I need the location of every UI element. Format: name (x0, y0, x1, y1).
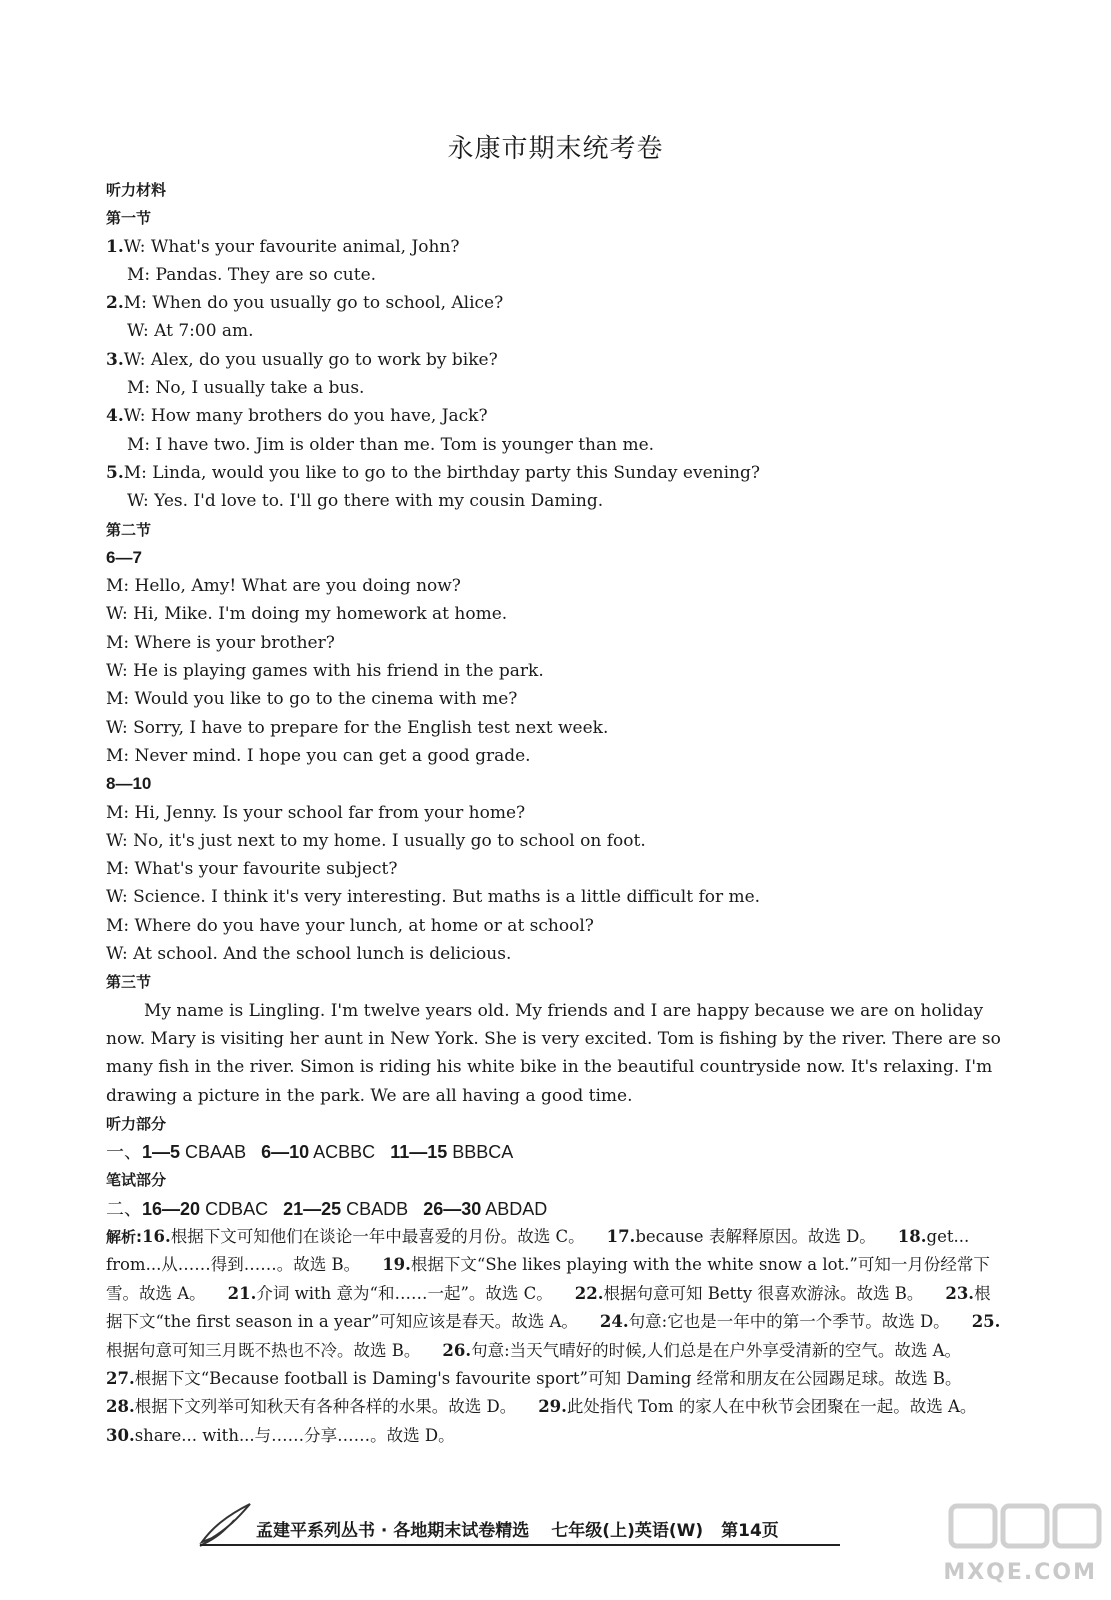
dialogue-line: W: Yes. I'd love to. I'll go there with my cousin Daming. (127, 491, 604, 512)
explanation-item: 24.句意:它也是一年中的第一个季节。故选 D。 (599, 1312, 950, 1332)
explanation-item: 27.根据下文“Because football is Daming's favourite sport”可知 Daming 经常和朋友在公园踢足球。故选 B。 (106, 1369, 962, 1389)
explanation-item: 22.根据句意可知 Betty 很喜欢游泳。故选 B。 (574, 1283, 924, 1303)
dialogue-line: M: Would you like to go to the cinema with me? (106, 689, 518, 710)
dialogue-line: M: Pandas. They are so cute. (127, 264, 377, 285)
dialogue-line: W: Hi, Mike. I'm doing my homework at home. (106, 604, 508, 625)
dialogue-line: M: No, I usually take a bus. (127, 378, 365, 399)
explanation-item: 30.share... with...与……分享……。故选 D。 (106, 1425, 455, 1445)
dialogue-line: 5.M: Linda, would you like to go to the birthday party this Sunday evening? (106, 462, 760, 483)
group-label: 6—7 (106, 547, 142, 567)
dialogue-line: M: Hi, Jenny. Is your school far from your home? (106, 802, 526, 823)
section2-group2 (106, 799, 1006, 969)
dialogue-line: W: No, it's just next to my home. I usually go to school on foot. (106, 830, 646, 851)
explanation-item: 29.此处指代 Tom 的家人在中秋节会团聚在一起。故选 A。 (538, 1397, 977, 1417)
footer-series: 孟建平系列丛书 · 各地期末试卷精选 (256, 1520, 530, 1541)
explanation-item: 16.根据下文可知他们在谈论一年中最喜爱的月份。故选 C。 (142, 1226, 585, 1246)
dialogue-line: W: At school. And the school lunch is delicious. (106, 944, 512, 965)
footer-page-number: 第14页 (721, 1520, 779, 1541)
section1-dialogues (106, 233, 1006, 516)
dialogue-line: 3.W: Alex, do you usually go to work by bike? (106, 349, 498, 370)
page-footer (200, 1508, 900, 1548)
listening-material-heading: 听力材料 (106, 181, 167, 199)
group-label: 8—10 (106, 774, 152, 794)
dialogue-line: W: At 7:00 am. (127, 321, 254, 342)
written-part-heading: 笔试部分 (106, 1171, 167, 1190)
page-title: 永康市期末统考卷 (447, 134, 664, 164)
dialogue-line: W: He is playing games with his friend in the park. (106, 661, 544, 682)
listening-part-heading: 听力部分 (106, 1114, 167, 1133)
dialogue-line: M: Never mind. I hope you can get a good grade. (106, 745, 531, 766)
section2-group1 (106, 572, 1006, 770)
dialogue-line: W: Sorry, I have to prepare for the English test next week. (106, 717, 609, 738)
explanation-item: 26.句意:当天气晴好的时候,人们总是在户外享受清新的空气。故选 A。 (442, 1340, 962, 1360)
dialogue-line: W: Science. I think it's very interesting. But maths is a little difficult for me. (106, 887, 761, 908)
listening-answers: 一、1—5 CBAAB 6—10 ACBBC 11—15 BBBCA (106, 1142, 514, 1163)
explanation-item: 23.根据下文“the first season in a year”可知应该是春天。故选 A。 (106, 1283, 991, 1332)
section3-paragraph: My name is Lingling. I'm twelve years old. My friends and I are happy because we are on holiday now. Mary is visiting her aunt in New York. She is very excited. Tom is fishing by the river. There are so many fish in the river. Simon is riding his white bike in the beautiful countryside now. It's relaxing. I'm drawing a picture in the park. We are all having a good time. (106, 1000, 1001, 1106)
dialogue-line: M: Where do you have your lunch, at home or at school? (106, 915, 594, 936)
dialogue-line: M: Where is your brother? (106, 632, 335, 653)
footer-grade: 七年级(上)英语(W) (551, 1520, 704, 1541)
dialogue-line: M: Hello, Amy! What are you doing now? (106, 576, 461, 597)
section1-heading: 第一节 (106, 209, 152, 228)
section2-heading: 第二节 (106, 520, 152, 539)
dialogue-line: M: What's your favourite subject? (106, 859, 398, 880)
explanation-item: 28.根据下文列举可知秋天有各种各样的水果。故选 D。 (106, 1397, 517, 1417)
explanation-label: 解析: (106, 1227, 142, 1246)
dialogue-line: 1.W: What's your favourite animal, John? (106, 236, 460, 257)
explanation-block (106, 1223, 1006, 1450)
dialogue-line: 2.M: When do you usually go to school, Alice? (106, 293, 504, 314)
dialogue-line: M: I have two. Jim is older than me. Tom is younger than me. (127, 434, 655, 455)
explanation-item: 17.because 表解释原因。故选 D。 (606, 1226, 876, 1246)
footer-rule (200, 1544, 840, 1546)
document-body (106, 176, 1006, 1450)
written-answers: 二、16—20 CDBAC 21—25 CBADB 26—30 ABDAD (106, 1198, 548, 1219)
explanation-item: 25.根据句意可知三月既不热也不冷。故选 B。 (106, 1312, 1001, 1360)
watermark-text: MXQE.COM (943, 1560, 1097, 1585)
watermark-logo-icon (921, 1500, 1111, 1600)
explanation-item: 21.介词 with 意为“和……一起”。故选 C。 (227, 1283, 553, 1303)
explanation-item: 18.get... from...从……得到……。故选 B。 (106, 1226, 970, 1275)
explanation-item: 19.根据下文“She likes playing with the white snow a lot.”可知一月份经常下雪。故选 A。 (106, 1255, 990, 1303)
dialogue-line: 4.W: How many brothers do you have, Jack? (106, 406, 488, 427)
section3-heading: 第三节 (106, 973, 152, 992)
